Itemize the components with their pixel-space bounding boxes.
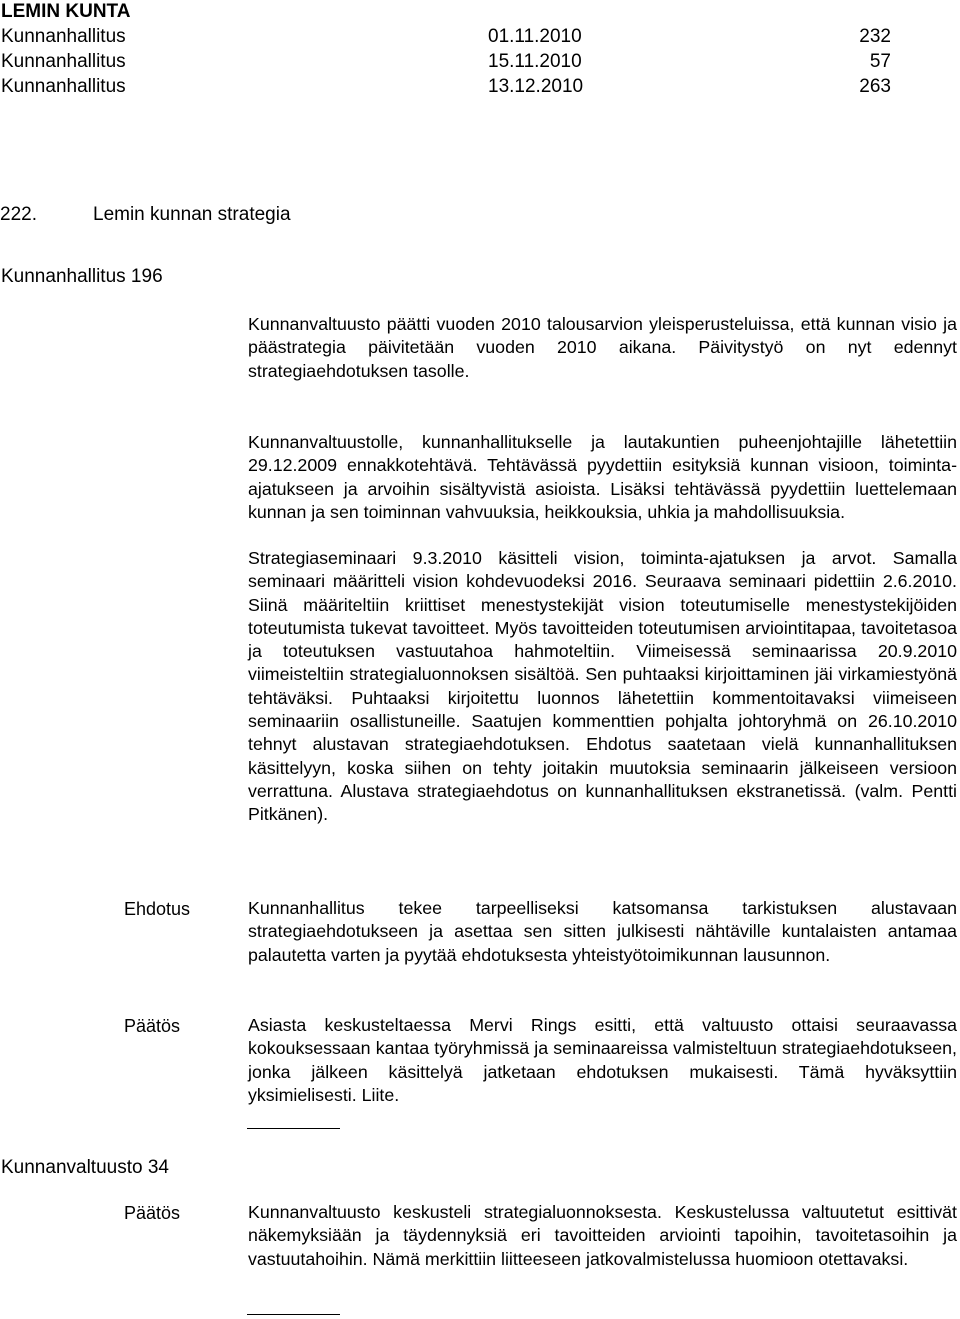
- proposal-label: Ehdotus: [124, 899, 191, 919]
- history-body: Kunnanhallitus: [1, 76, 126, 97]
- section-divider: [247, 1128, 340, 1129]
- item-title: Lemin kunnan strategia: [93, 204, 291, 225]
- background-paragraph: Kunnanvaltuustolle, kunnanhallitukselle ja lautakuntien puheenjohtajille lähetettiin 29.12.2009 ennakkotehtävä. Tehtävässä pyydettiin esityksiä kunnan visioon, toiminta-ajatukseen ja arvoihin sisältyvistä asioista. Lisäksi tehtävässä pyydettiin luettelemaan kunnan ja sen toiminnan vahvuuksia, heikkouksia, uhkia ja mahdollisuuksia.: [248, 432, 957, 522]
- council-decision-text: Kunnanvaltuusto keskusteli strategialuonnoksesta. Keskustelussa valtuutetut esittivät näkemyksiään ja täydennyksiä eri tavoitteiden arviointi tapoihin, tavoitetasoihin ja vastuutahoihin. Nämä merkittiin liitteeseen jatkovalmistelussa huomioon otettavaksi.: [248, 1202, 957, 1269]
- council-decision-label: Päätös: [124, 1203, 181, 1223]
- history-row: [0, 75, 960, 99]
- history-date: 13.12.2010: [488, 76, 584, 97]
- preparation-reference: Kunnanhallitus 196: [1, 266, 163, 287]
- background-paragraph: Strategiaseminaari 9.3.2010 käsitteli vision, toiminta-ajatuksen ja arvot. Samalla seminaari määritteli vision kohdevuodeksi 2016. Seuraava seminaari pidettiin 2.6.2010. Siinä määriteltiin kriittiset menestystekijät vision toteutumiselle menestystekijöiden toteutumista tukevat tavoitteet. Myös tavoitteiden toteutumisen arviointitapaa, tavoitetasoa ja toteutuksen vastuutahoa hahmoteltiin. Viimeisessä seminaarissa 20.9.2010 viimeisteltiin strategialuonnoksen sisältöä. Sen puhtaaksi kirjoittaminen jäi virkamiestyönä tehtäväksi. Puhtaaksi kirjoitettu luonnos lähetettiin kommentoitavaksi viimeiseen seminaariin osallistuneille. Saatujen kommenttien pohjalta johtoryhmä on 26.10.2010 tehnyt alustavan strategiaehdotuksen. Ehdotus saatetaan vielä kunnanhallituksen käsittelyyn, koska siihen on tehty joitakin muutoksia seminaarin jälkeiseen versioon verrattuna. Alustava strategiaehdotus on kunnanhallituksen ekstranetissä. (valm. Pentti Pitkänen).: [248, 548, 957, 825]
- history-number: 232: [859, 26, 891, 47]
- history-date: 01.11.2010: [488, 26, 582, 47]
- item-heading: [0, 203, 291, 227]
- history-body: Kunnanhallitus: [1, 51, 126, 72]
- history-number: 263: [859, 76, 891, 97]
- history-row: [0, 50, 960, 74]
- decision-text: Asiasta keskusteltaessa Mervi Rings esitti, että valtuusto ottaisi seuraavassa kokouksessaan kantaa työryhmissä ja seminaareissa valmisteltuun strategiaehdotukseen, jonka jälkeen käsittelyä jatketaan ehdotuksen mukaisesti. Tämä hyväksyttiin yksimielisesti. Liite.: [248, 1015, 957, 1105]
- history-date: 15.11.2010: [488, 51, 582, 72]
- item-number: 222.: [0, 204, 37, 225]
- council-reference: Kunnanvaltuusto 34: [1, 1157, 169, 1178]
- background-paragraph: Kunnanvaltuusto päätti vuoden 2010 talousarvion yleisperusteluissa, että kunnan visio ja päästrategia päivitetään vuoden 2010 aikana. Päivitystyö on nyt edennyt strategiaehdotuksen tasolle.: [248, 314, 957, 381]
- history-number: 57: [869, 51, 891, 72]
- section-divider: [247, 1314, 340, 1315]
- proposal-text: Kunnanhallitus tekee tarpeelliseksi katsomansa tarkistuksen alustavaan strategiaehdotukseen ja asettaa sen sitten julkisesti nähtäville kuntalaisten antamaa palautetta varten ja pyytää ehdotuksesta yhteistyötoimikunnan lausunnon.: [248, 898, 957, 965]
- history-row: [0, 25, 960, 49]
- decision-label: Päätös: [124, 1016, 181, 1036]
- history-body: Kunnanhallitus: [1, 26, 126, 47]
- organization-name: LEMIN KUNTA: [1, 1, 131, 22]
